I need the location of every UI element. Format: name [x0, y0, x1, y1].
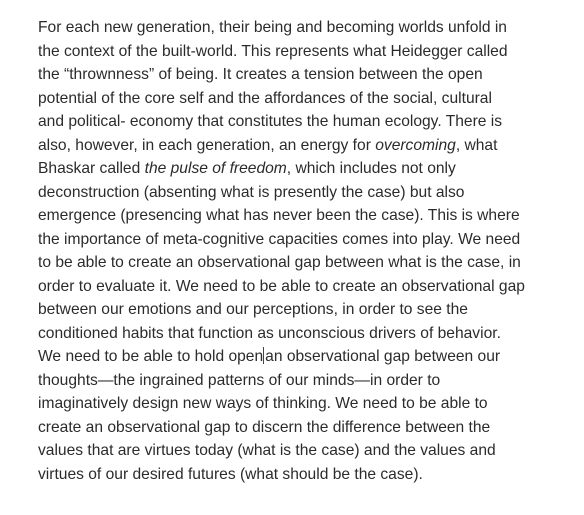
text-line: the “thrownness” of being. It creates a tension between the open — [38, 66, 483, 83]
text-line: and political- economy that constitutes the human ecology. There is — [38, 113, 503, 130]
text-line — [38, 134, 573, 158]
text-line — [38, 157, 573, 181]
text-line: deconstruction (absenting what is presently the case) but also — [38, 183, 465, 201]
text-line: thoughts—the ingrained patterns of our minds—in order to — [38, 371, 441, 389]
text-line: virtues of our desired futures (what should be the case). — [38, 465, 423, 483]
text-line: emergence (presencing what has never been the case). This is where — [38, 207, 520, 224]
text-line: imaginatively design new ways of thinking. We need to be able to — [38, 395, 488, 412]
text-span: also, however, in each generation, an energy for — [38, 136, 376, 154]
text-span: , which includes not only — [286, 160, 456, 177]
emphasis-text: overcoming — [375, 136, 456, 154]
text-line: the context of the built-world. This represents what Heidegger called — [38, 42, 508, 60]
emphasis-text: the pulse of freedom — [144, 160, 287, 177]
text-span: We need to be able to hold open — [38, 348, 264, 365]
body-paragraph[interactable] — [38, 16, 573, 486]
text-line: the importance of meta-cognitive capacities comes into play. We need — [38, 230, 521, 248]
text-span: an observational gap between our — [265, 348, 501, 365]
text-line: create an observational gap to discern the difference between the — [38, 418, 491, 436]
text-span: , what — [455, 136, 498, 154]
text-line: between our emotions and our perceptions, in order to see the — [38, 301, 468, 318]
text-line: values that are virtues today (what is the case) and the values and — [38, 442, 496, 459]
text-line: For each new generation, their being and becoming worlds unfold in — [38, 19, 507, 36]
text-span: Bhaskar called — [38, 160, 145, 177]
text-line: to be able to create an observational gap between what is the case, in — [38, 254, 521, 271]
text-line: potential of the core self and the affordances of the social, cultural — [38, 89, 492, 107]
text-line: order to evaluate it. We need to be able to create an observational gap — [38, 277, 525, 295]
text-line — [38, 345, 573, 369]
text-cursor — [263, 347, 264, 364]
text-line: conditioned habits that function as unconscious drivers of behavior. — [38, 324, 501, 342]
